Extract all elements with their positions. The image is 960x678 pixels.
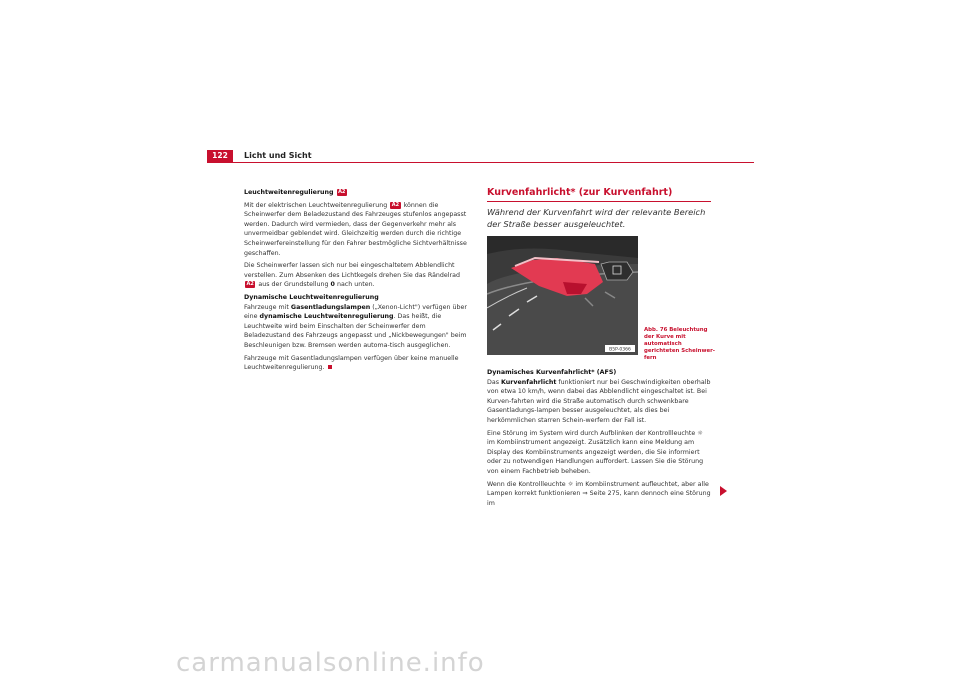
heading-leuchtweitenregulierung: Leuchtweitenregulierung xyxy=(244,189,334,196)
paragraph: Wenn die Kontrollleuchte ☼ im Kombiinstrument aufleuchtet, aber alle Lampen korrekt funktionieren ⇒ Seite 275, kann dennoch eine Störung im xyxy=(487,480,711,507)
warning-lamp-icon: ☼ xyxy=(697,429,703,437)
running-header: Licht und Sicht xyxy=(244,151,312,160)
header-rule xyxy=(207,162,754,163)
warning-lamp-icon: ☼ xyxy=(567,480,574,488)
paragraph: Fahrzeuge mit Gasentladungslampen („Xenon-Licht") verfügen über eine dynamische Leuchtweitenregulierung. Das heißt, die Leuchtweite wird beim Einschalten der Scheinwerfer dem Beladezustand des Fahrzeugs angepasst und „Nickbewegungen" beim Beschleunigen bzw. Bremsen werden automa-tisch ausgeglichen. xyxy=(244,303,467,349)
left-column xyxy=(244,188,470,376)
section-title: Kurvenfahrlicht* (zur Kurvenfahrt) xyxy=(487,187,673,198)
continue-arrow-icon xyxy=(720,486,727,496)
section-rule xyxy=(487,201,711,202)
end-of-section-icon xyxy=(328,365,332,369)
paragraph: Fahrzeuge mit Gasentladungslampen verfügen über keine manuelle Leuchtweitenregulierung. xyxy=(244,354,459,372)
warning-ref-badge: A2 xyxy=(391,201,400,208)
paragraph: Mit der elektrischen Leuchtweitenregulierung A2 können die Scheinwerfer dem Beladezustand des Fahrzeuges stufenlos angepasst werden. Dadurch wird vermieden, dass der Gegenverkehr mehr als unvermeidbar geblendet wird. Gleichzeitig werden durch die richtige Scheinwerfereinstellung für den Fahrer bestmögliche Sichtverhältnisse geschaffen. xyxy=(244,201,467,257)
curve-lighting-illustration xyxy=(487,236,638,355)
figure-code: B5P-0366 xyxy=(609,347,631,353)
heading-dynamische-leuchtweitenregulierung: Dynamische Leuchtweitenregulierung xyxy=(244,293,379,301)
watermark: carmanualsonline.info xyxy=(176,648,485,678)
heading-afs: Dynamisches Kurvenfahrlicht* (AFS) xyxy=(487,369,617,376)
section-lead: Während der Kurvenfahrt wird der relevante Bereich der Straße besser ausgeleuchtet. xyxy=(487,207,706,229)
figure-curve-lighting xyxy=(487,236,638,355)
warning-ref-badge: A2 xyxy=(338,189,346,195)
warning-ref-badge: A2 xyxy=(246,281,254,288)
paragraph: Die Scheinwerfer lassen sich nur bei eingeschaltetem Abblendlicht verstellen. Zum Absenken des Lichtkegels drehen Sie das Rändelrad A2 aus der Grundstellung 0 nach unten. xyxy=(244,262,460,289)
paragraph: Das Kurvenfahrlicht funktioniert nur bei Geschwindigkeiten oberhalb von etwa 10 km/h, wenn dabei das Abblendlicht eingeschaltet ist. Bei Kurven-fahrten wird die Straße automatisch durch schwenkbare Gasentladungs-lampen besser ausgeleuchtet, als dies bei herkömmlichen starren Schein-werfern der Fall ist. xyxy=(487,378,711,424)
figure-caption: Abb. 76 Beleuchtung der Kurve mit automatisch gerichteten Scheinwer-fern xyxy=(644,327,716,361)
paragraph: Eine Störung im System wird durch Aufblinken der Kontrollleuchte ☼ im Kombiinstrument angezeigt. Zusätzlich kann eine Meldung am Display des Kombiinstruments angezeigt werden, die Sie informiert oder zu notwendigen Handlungen auffordert. Lassen Sie die Störung von einem Fachbetrieb beheben. xyxy=(487,429,704,475)
page-number: 122 xyxy=(207,150,233,162)
right-column-body xyxy=(487,368,712,511)
